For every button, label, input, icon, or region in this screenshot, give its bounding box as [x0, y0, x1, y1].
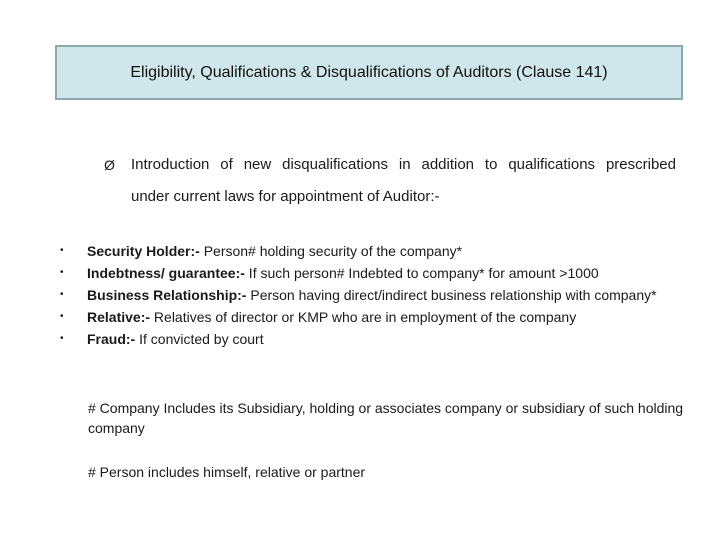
bullet-icon: •	[60, 333, 64, 344]
list-item	[55, 284, 685, 306]
list-item	[55, 240, 685, 262]
list-item	[55, 306, 685, 328]
company-definition-note: # Company Includes its Subsidiary, holding or associates company or subsidiary of such holding company	[88, 400, 684, 436]
person-definition-note: # Person includes himself, relative or partner	[88, 464, 366, 480]
list-item	[55, 328, 685, 350]
item-text: If such person# Indebted to company* for amount >1000	[244, 265, 599, 281]
bullet-icon: •	[60, 245, 64, 256]
item-text: Person having direct/indirect business relationship with company*	[246, 287, 657, 303]
intro-line-2: under current laws for appointment of Auditor:-	[131, 188, 440, 205]
disqualification-list	[55, 240, 685, 350]
title-box	[55, 45, 683, 100]
slide-title: Eligibility, Qualifications & Disqualifications of Auditors (Clause 141)	[130, 63, 608, 81]
item-text: Relatives of director or KMP who are in employment of the company	[150, 309, 577, 325]
intro-line-1: Introduction of new disqualifications in addition to qualifications prescribed	[131, 156, 676, 173]
arrow-bullet-icon: Ø	[104, 157, 115, 173]
bullet-icon: •	[60, 267, 64, 278]
item-term: Fraud:-	[87, 331, 136, 347]
item-text: Person# holding security of the company*	[199, 243, 463, 259]
item-term: Indebtness/ guarantee:-	[87, 265, 245, 281]
item-text: If convicted by court	[135, 331, 264, 347]
item-term: Relative:-	[87, 309, 151, 325]
item-term: Security Holder:-	[87, 243, 200, 259]
bullet-icon: •	[60, 311, 64, 322]
item-term: Business Relationship:-	[87, 287, 247, 303]
list-item	[55, 262, 685, 284]
bullet-icon: •	[60, 289, 64, 300]
